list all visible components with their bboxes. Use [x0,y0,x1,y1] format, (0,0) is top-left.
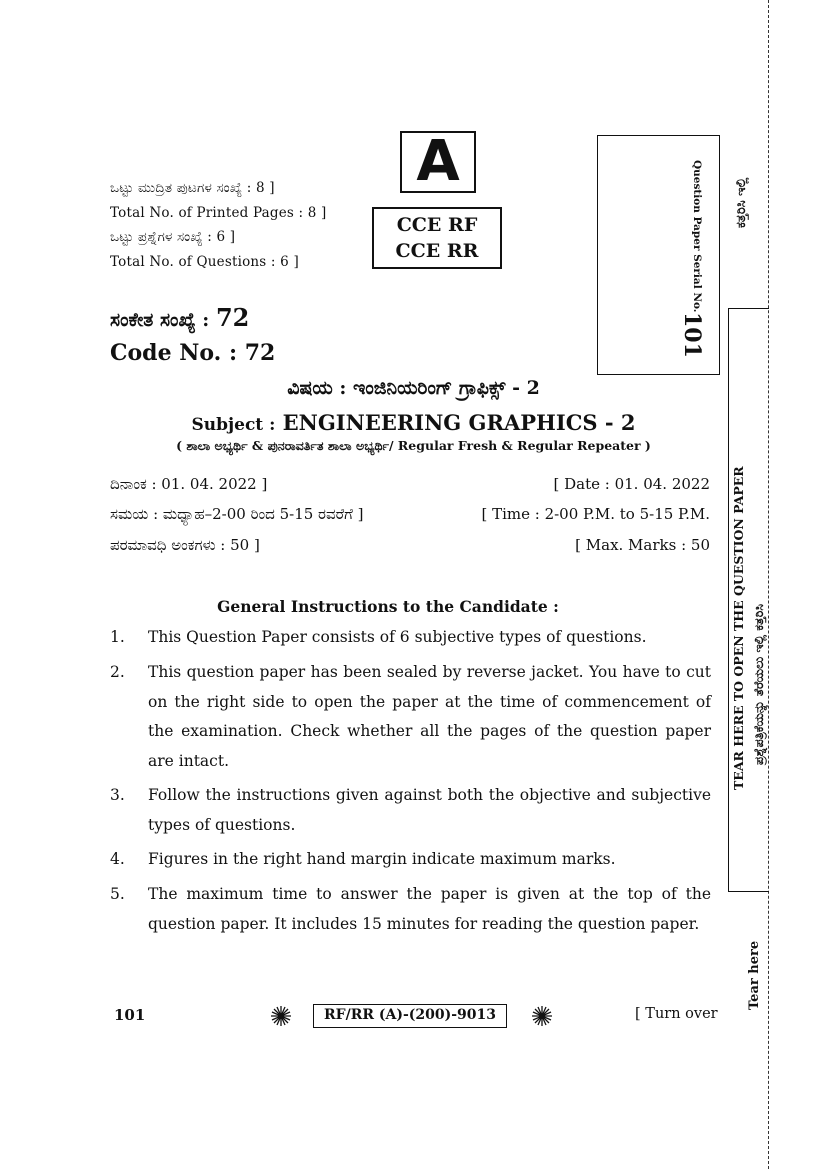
instruction-number: 4. [110,850,125,868]
margin-tear-here: Tear here [747,940,762,1010]
instruction-number: 2. [110,663,125,681]
instruction-number: 3. [110,786,125,804]
time-kn: ಸಮಯ : ಮಧ್ಯಾಹ–2-00 ರಿಂದ 5-15 ರವರೆಗೆ ] [110,505,364,523]
subject-en-label: Subject : [191,415,276,435]
subject-kn: ವಿಷಯ : ಇಂಜಿನಿಯರಿಂಗ್ ಗ್ರಾಫಿಕ್ಸ್ - 2 [287,377,540,399]
date-kn: ದಿನಾಂಕ : 01. 04. 2022 ] [110,475,268,493]
instruction-number: 5. [110,885,125,903]
marks-kn: ಪರಮಾವಧಿ ಅಂಕಗಳು : 50 ] [110,536,260,554]
subject-en [0,410,827,435]
footer-turn-over: [ Turn over [635,1006,718,1022]
cce-box [372,207,502,269]
footer-page-code: 101 [114,1006,146,1024]
instruction-item [110,845,711,875]
instruction-text: Follow the instructions given against both the objective and subjective types of questions. [148,786,711,834]
code-en-label: Code No. : [110,340,238,366]
instruction-text: This Question Paper consists of 6 subjective types of questions. [148,628,647,646]
instructions-heading: General Instructions to the Candidate : [217,597,559,616]
questions-en: Total No. of Questions : 6 ] [110,254,299,270]
instruction-item [110,623,711,653]
version-letter-box [400,131,476,193]
marks-en: [ Max. Marks : 50 [575,536,710,554]
sunburst-icon [270,1005,292,1027]
code-kn [110,303,249,332]
cce-rr: CCE RR [395,240,479,262]
serial-label: Question Paper Serial No. [691,160,703,313]
footer-paper-code: RF/RR (A)-(200)-9013 [313,1004,507,1028]
instruction-text: Figures in the right hand margin indicate maximum marks. [148,850,616,868]
subject-en-value: ENGINEERING GRAPHICS - 2 [282,410,636,435]
instruction-item [110,880,711,939]
instruction-text: This question paper has been sealed by reverse jacket. You have to cut on the right side to open the paper at the time of commencement of the examination. Check whether all the pages of the question paper are intact. [148,663,711,770]
margin-tear-en: TEAR HERE TO OPEN THE QUESTION PAPER [731,466,746,790]
version-letter: A [416,129,460,194]
margin-tear-kn: ಪ್ರಶ್ನೆಪತ್ರಿಕೆಯನ್ನು ತೆರೆಯಲು ಇಲ್ಲಿ ಕತ್ತರಿಸಿ [751,604,766,765]
time-en: [ Time : 2-00 P.M. to 5-15 P.M. [481,505,710,523]
instruction-number: 1. [110,628,125,646]
printed-pages-kn: ಒಟ್ಟು ಮುದ್ರಿತ ಪುಟಗಳ ಸಂಖ್ಯೆ : 8 ] [110,180,275,196]
code-kn-value: 72 [215,303,250,332]
printed-pages-en: Total No. of Printed Pages : 8 ] [110,205,327,221]
instruction-item [110,658,711,776]
instruction-item [110,781,711,840]
instruction-text: The maximum time to answer the paper is given at the top of the question paper. It includes 15 minutes for reading the question paper. [148,885,711,933]
code-en-value: 72 [244,340,276,366]
date-en: [ Date : 01. 04. 2022 [553,475,710,493]
code-en [110,340,275,366]
sunburst-icon [531,1005,553,1027]
code-kn-label: ಸಂಕೇತ ಸಂಖ್ಯೆ : [110,309,210,331]
subject-note: ( ಶಾಲಾ ಅಭ್ಯರ್ಥಿ & ಪುನರಾವರ್ತಿತ ಶಾಲಾ ಅಭ್ಯರ್ಥಿ/ Regular Fresh & Regular Repeater ) [176,438,651,453]
questions-kn: ಒಟ್ಟು ಪ್ರಶ್ನೆಗಳ ಸಂಖ್ಯೆ : 6 ] [110,229,236,245]
cce-rf: CCE RF [396,214,478,236]
serial-number: 101 [679,312,705,358]
margin-cut-here-kn: ಕತ್ತರಿಸಿ ಇಲ್ಲಿ [734,177,749,228]
